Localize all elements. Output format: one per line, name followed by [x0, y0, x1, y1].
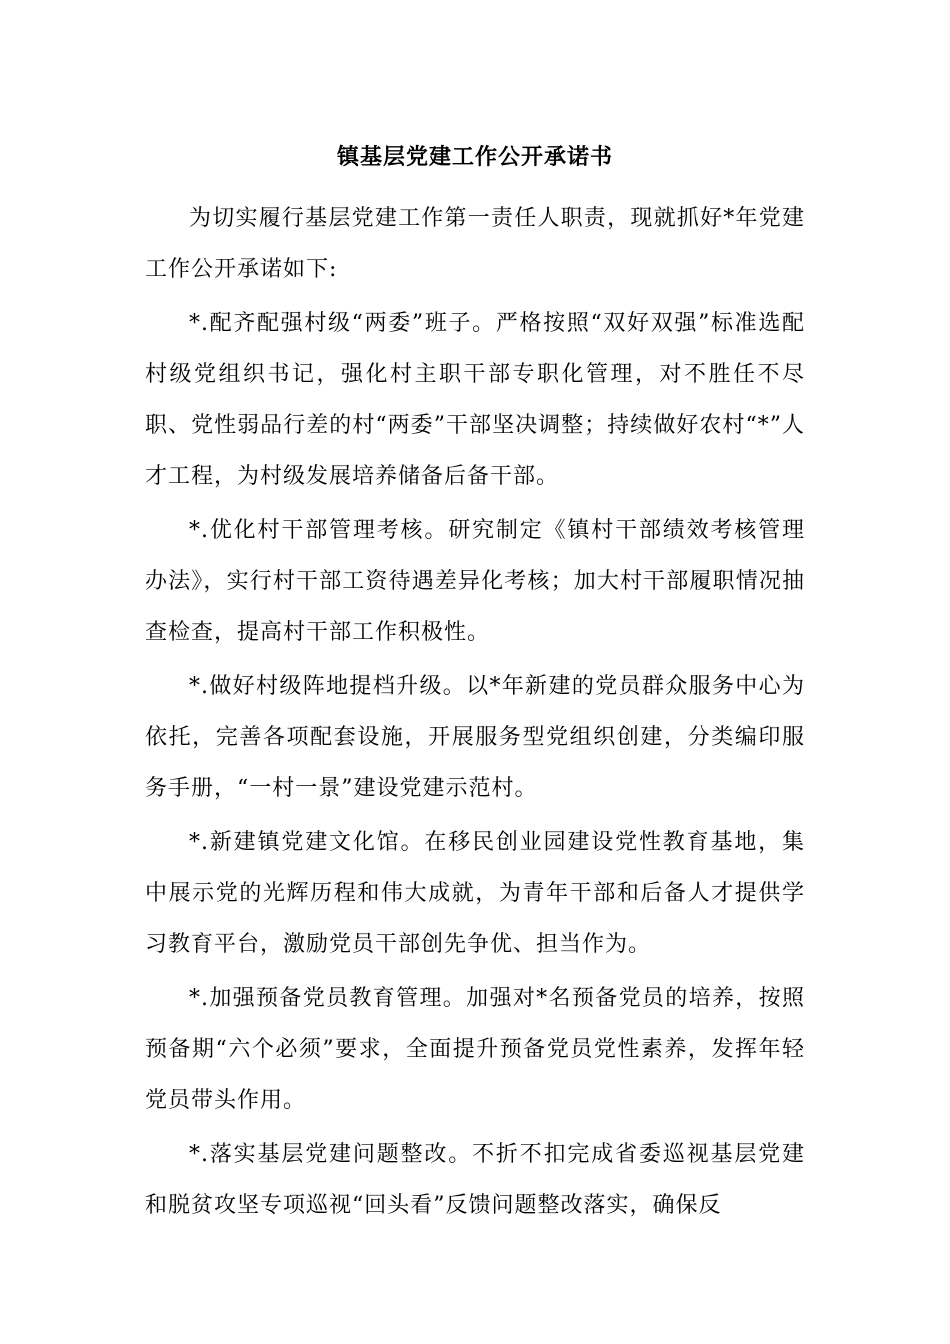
paragraph-item-2: *.优化村干部管理考核。研究制定《镇村干部绩效考核管理办法》，实行村干部工资待遇差异化考核；加大村干部履职情况抽查检查，提高村干部工作积极性。	[145, 518, 805, 645]
paragraph-item-5: *.加强预备党员教育管理。加强对*名预备党员的培养，按照预备期“六个必须”要求，全面提升预备党员党性素养，发挥年轻党员带头作用。	[145, 986, 805, 1113]
paragraph-item-6: *.落实基层党建问题整改。不折不扣完成省委巡视基层党建和脱贫攻坚专项巡视“回头看”反馈问题整改落实，确保反	[145, 1142, 805, 1218]
document-body	[145, 137, 805, 1231]
document-title: 镇基层党建工作公开承诺书	[336, 144, 613, 170]
paragraph-item-1: *.配齐配强村级“两委”班子。严格按照“双好双强”标准选配村级党组织书记，强化村主职干部专职化管理，对不胜任不尽职、党性弱品行差的村“两委”干部坚决调整；持续做好农村“*”人才工程，为村级发展培养储备后备干部。	[145, 311, 805, 489]
paragraph-intro: 为切实履行基层党建工作第一责任人职责，现就抓好*年党建工作公开承诺如下:	[145, 206, 805, 282]
paragraph-item-3: *.做好村级阵地提档升级。以*年新建的党员群众服务中心为依托，完善各项配套设施，开展服务型党组织创建，分类编印服务手册，“一村一景”建设党建示范村。	[145, 674, 805, 801]
paragraph-item-4: *.新建镇党建文化馆。在移民创业园建设党性教育基地，集中展示党的光辉历程和伟大成就，为青年干部和后备人才提供学习教育平台，激励党员干部创先争优、担当作为。	[145, 830, 805, 957]
